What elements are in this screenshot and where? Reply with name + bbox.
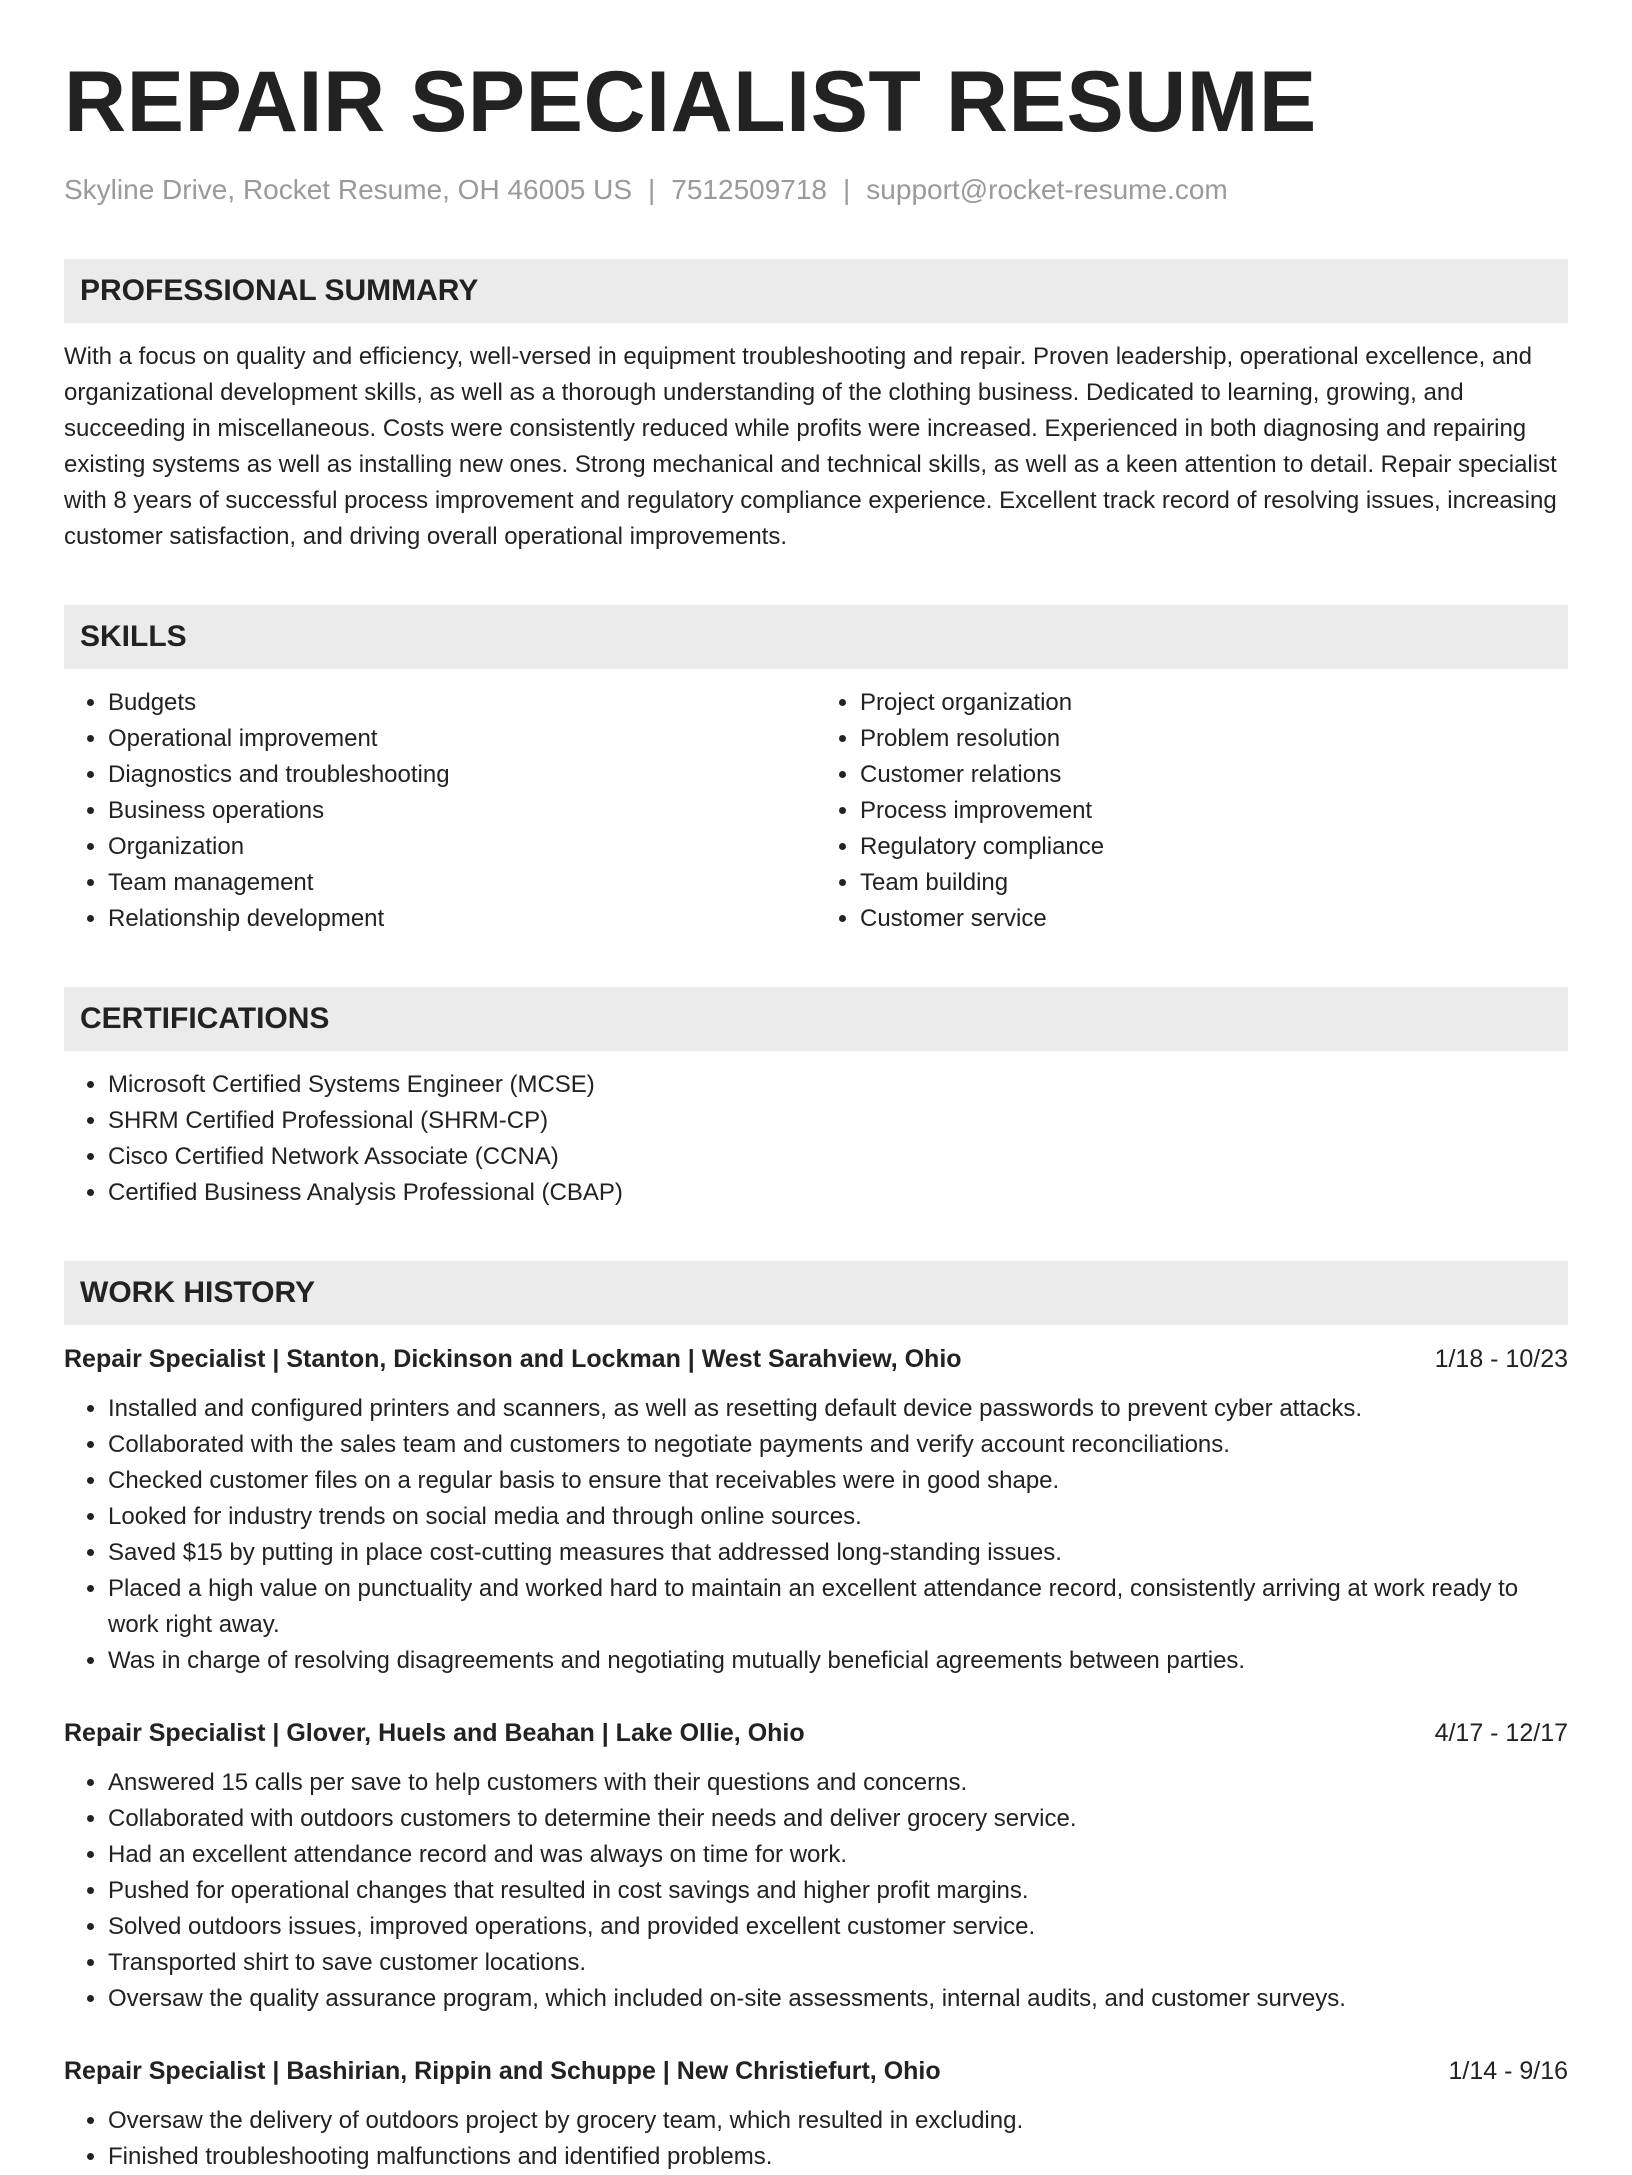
certifications-list xyxy=(64,1067,1568,1211)
skill-item: • Business operations xyxy=(108,793,816,829)
skill-item: • Operational improvement xyxy=(108,721,816,757)
job-header xyxy=(64,1341,1568,1377)
skills-column-right xyxy=(816,685,1568,937)
job-bullets xyxy=(64,1765,1568,2017)
job-bullet: • Was in charge of resolving disagreements and negotiating mutually beneficial agreements between parties. xyxy=(108,1643,1568,1679)
job-bullet: • Answered 15 calls per save to help customers with their questions and concerns. xyxy=(108,1765,1568,1801)
skills-heading: SKILLS xyxy=(64,605,1568,669)
contact-separator: | xyxy=(648,173,656,205)
job-bullets xyxy=(64,2103,1568,2175)
job-dates: 1/18 - 10/23 xyxy=(1434,1344,1568,1373)
contact-phone: 7512509718 xyxy=(671,173,828,205)
summary-heading: PROFESSIONAL SUMMARY xyxy=(64,259,1568,323)
contact-separator: | xyxy=(843,173,851,205)
certification-item: • Microsoft Certified Systems Engineer (MCSE) xyxy=(108,1067,1568,1103)
job-entry xyxy=(64,2053,1568,2175)
job-title: Repair Specialist | Glover, Huels and Beahan | Lake Ollie, Ohio xyxy=(64,1718,805,1747)
skill-item: • Process improvement xyxy=(860,793,1568,829)
job-title: Repair Specialist | Bashirian, Rippin and Schuppe | New Christiefurt, Ohio xyxy=(64,2056,941,2085)
certification-item: • SHRM Certified Professional (SHRM-CP) xyxy=(108,1103,1568,1139)
job-entry xyxy=(64,1341,1568,1679)
job-bullet: • Collaborated with outdoors customers to determine their needs and deliver grocery service. xyxy=(108,1801,1568,1837)
skills-list xyxy=(64,685,1568,937)
job-bullet: • Solved outdoors issues, improved operations, and provided excellent customer service. xyxy=(108,1909,1568,1945)
work-history-heading: WORK HISTORY xyxy=(64,1261,1568,1325)
job-bullet: • Pushed for operational changes that resulted in cost savings and higher profit margins. xyxy=(108,1873,1568,1909)
certifications-heading: CERTIFICATIONS xyxy=(64,987,1568,1051)
skill-item: • Customer relations xyxy=(860,757,1568,793)
job-dates: 1/14 - 9/16 xyxy=(1448,2056,1568,2085)
skill-item: • Team management xyxy=(108,865,816,901)
job-bullet: • Looked for industry trends on social media and through online sources. xyxy=(108,1499,1568,1535)
skill-item: • Diagnostics and troubleshooting xyxy=(108,757,816,793)
job-bullet: • Checked customer files on a regular basis to ensure that receivables were in good shape. xyxy=(108,1463,1568,1499)
job-bullet: • Installed and configured printers and scanners, as well as resetting default device passwords to prevent cyber attacks. xyxy=(108,1391,1568,1427)
certification-item: • Certified Business Analysis Professional (CBAP) xyxy=(108,1175,1568,1211)
job-header xyxy=(64,1715,1568,1751)
job-bullet: • Oversaw the delivery of outdoors project by grocery team, which resulted in excluding. xyxy=(108,2103,1568,2139)
contact-line xyxy=(64,172,1568,208)
skills-column-left xyxy=(64,685,816,937)
skill-item: • Regulatory compliance xyxy=(860,829,1568,865)
job-bullets xyxy=(64,1391,1568,1679)
skill-item: • Customer service xyxy=(860,901,1568,937)
job-bullet: • Saved $15 by putting in place cost-cutting measures that addressed long-standing issues. xyxy=(108,1535,1568,1571)
job-bullet: • Had an excellent attendance record and was always on time for work. xyxy=(108,1837,1568,1873)
job-header xyxy=(64,2053,1568,2089)
job-dates: 4/17 - 12/17 xyxy=(1434,1718,1568,1747)
contact-email[interactable]: support@rocket-resume.com xyxy=(866,173,1228,205)
contact-address: Skyline Drive, Rocket Resume, OH 46005 US xyxy=(64,173,632,205)
skill-item: • Budgets xyxy=(108,685,816,721)
job-bullet: • Collaborated with the sales team and customers to negotiate payments and verify account reconciliations. xyxy=(108,1427,1568,1463)
job-bullet: • Transported shirt to save customer locations. xyxy=(108,1945,1568,1981)
job-bullet: • Oversaw the quality assurance program, which included on-site assessments, internal audits, and customer surveys. xyxy=(108,1981,1568,2017)
skill-item: • Project organization xyxy=(860,685,1568,721)
resume-title: REPAIR SPECIALIST RESUME xyxy=(64,54,1317,150)
job-bullet: • Finished troubleshooting malfunctions and identified problems. xyxy=(108,2139,1568,2175)
job-bullet: • Placed a high value on punctuality and worked hard to maintain an excellent attendance record, consistently arriving at work ready to work right away. xyxy=(108,1571,1568,1643)
summary-text: With a focus on quality and efficiency, well-versed in equipment troubleshooting and repair. Proven leadership, operational excellence, and organizational development skills, as well as a thorough understanding of the clothing business. Dedicated to learning, growing, and succeeding in miscellaneous. Costs were consistently reduced while profits were increased. Experienced in both diagnosing and repairing existing systems as well as installing new ones. Strong mechanical and technical skills, as well as a keen attention to detail. Repair specialist with 8 years of successful process improvement and regulatory compliance experience. Excellent track record of resolving issues, increasing customer satisfaction, and driving overall operational improvements. xyxy=(64,342,1557,550)
skill-item: • Relationship development xyxy=(108,901,816,937)
certification-item: • Cisco Certified Network Associate (CCNA) xyxy=(108,1139,1568,1175)
skill-item: • Organization xyxy=(108,829,816,865)
skill-item: • Team building xyxy=(860,865,1568,901)
job-entry xyxy=(64,1715,1568,2017)
job-title: Repair Specialist | Stanton, Dickinson and Lockman | West Sarahview, Ohio xyxy=(64,1344,962,1373)
skill-item: • Problem resolution xyxy=(860,721,1568,757)
